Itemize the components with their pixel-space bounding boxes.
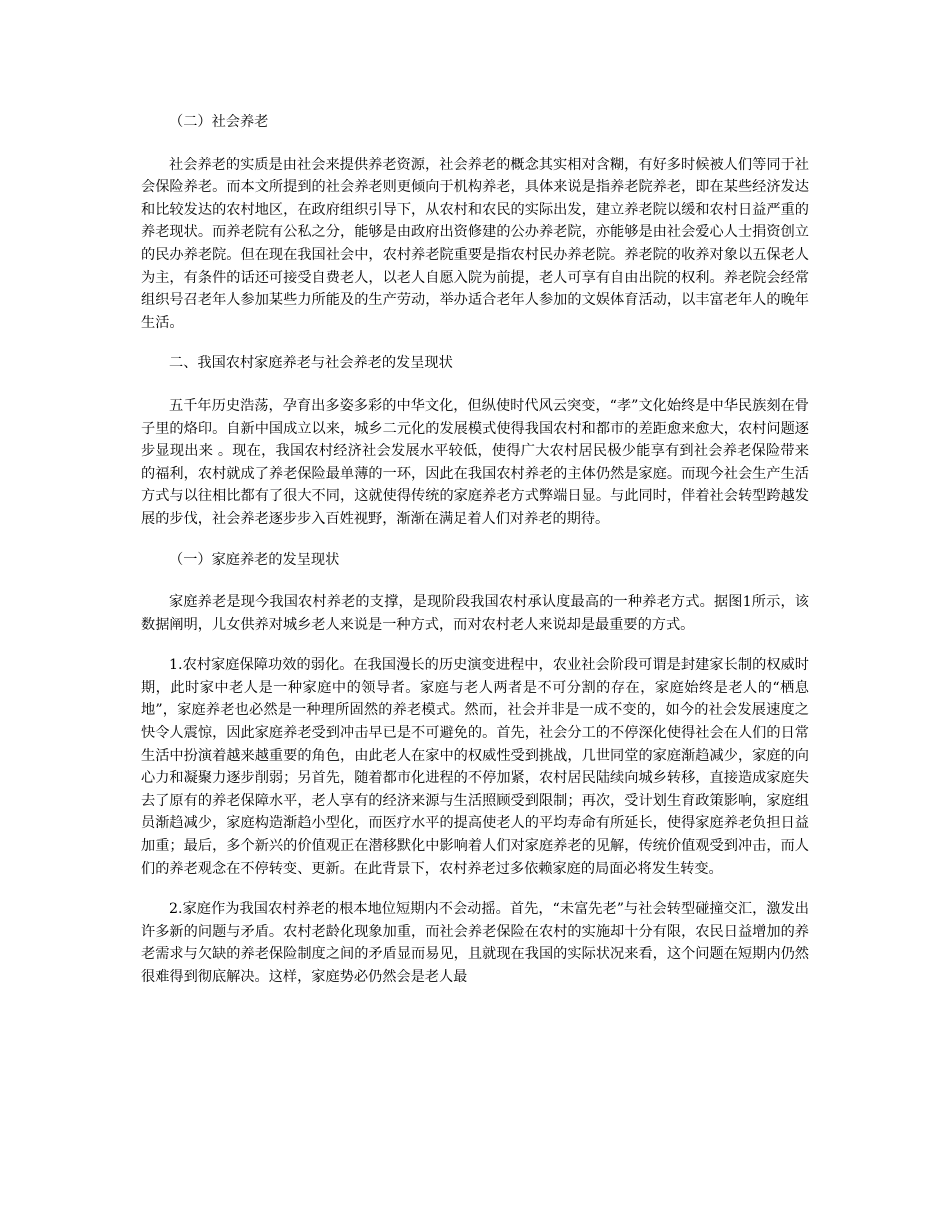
- paragraph-current-status: 五千年历史浩荡，孕育出多姿多彩的中华文化，但纵使时代风云突变，“孝”文化始终是中华民族刻在骨子里的烙印。自新中国成立以来，城乡二元化的发展模式使得我国农村和都市的差距愈来愈大，农村问题逐步显现出来 。现在，我国农村经济社会发展水平较低，使得广大农村居民极少能享有到社会养老保险带来的福利，农村就成了养老保险最单薄的一环，因此在我国农村养老的主体仍然是家庭。而现今社会生产生活方式与以往相比都有了很大不同，这就使得传统的家庭养老方式弊端日显。与此同时，伴着社会转型跨越发展的步伐，社会养老逐步步入百姓视野，渐渐在满足着人们对养老的期待。: [141, 397, 809, 527]
- section-heading-social-elderly-care: （二）社会养老: [169, 114, 269, 130]
- paragraph-family-elderly-care-intro: 家庭养老是现今我国农村养老的支撑，是现阶段我国农村承认度最高的一种养老方式。据图1所示，该数据阐明，儿女供养对城乡老人来说是一种方式，而对农村老人来说却是最重要的方式。: [141, 594, 809, 633]
- paragraph-point-2: 2.家庭作为我国农村养老的根本地位短期内不会动摇。首先，“未富先老”与社会转型碰撞交汇，激发出许多新的问题与矛盾。农村老龄化现象加重，而社会养老保险在农村的实施却十分有限，农民日益增加的养老需求与欠缺的养老保险制度之间的矛盾显而易见，且就现在我国的实际状况来看，这个问题在短期内仍然很难得到彻底解决。这样，家庭势必仍然会是老人最: [141, 901, 809, 985]
- section-heading-current-status: 二、我国农村家庭养老与社会养老的发呈现状: [169, 355, 453, 372]
- section-heading-family-elderly-care: （一）家庭养老的发呈现状: [169, 551, 340, 568]
- paragraph-social-elderly-care: 社会养老的实质是由社会来提供养老资源，社会养老的概念其实相对含糊，有好多时候被人们等同于社会保险养老。而本文所提到的社会养老则更倾向于机构养老，具体来说是指养老院养老，即在某些经济发达和比较发达的农村地区，在政府组织引导下，从农村和农民的实际出发，建立养老院以缓和农村日益严重的养老现状。而养老院有公私之分，能够是由政府出资修建的公办养老院，亦能够是由社会爱心人士捐资创立的民办养老院。但在现在我国社会中，农村养老院重要是指农村民办养老院。养老院的收养对象以五保老人为主，有条件的话还可接受自费老人，以老人自愿入院为前提，老人可享有自由出院的权利。养老院会经常组织号召老年人参加某些力所能及的生产劳动，举办适合老年人参加的文娱体育活动，以丰富老年人的晚年生活。: [141, 156, 809, 331]
- document-body: [141, 111, 809, 989]
- paragraph-point-1: 1.农村家庭保障功效的弱化。在我国漫长的历史演变进程中，农业社会阶段可谓是封建家长制的权威时期，此时家中老人是一种家庭中的领导者。家庭与老人两者是不可分割的存在，家庭始终是老人的“栖息地”，家庭养老也必然是一种理所固然的养老模式。然而，社会并非是一成不变的，如今的社会发展速度之快令人震惊，因此家庭养老受到冲击早已是不可避免的。首先，社会分工的不停深化使得社会在人们的日常生活中扮演着越来越重要的角色，由此老人在家中的权威性受到挑战，几世同堂的家庭渐趋减少，家庭的向心力和凝聚力逐步削弱；另首先，随着都市化进程的不停加紧，农村居民陆续向城乡转移，直接造成家庭失去了原有的养老保障水平，老人享有的经济来源与生活照顾受到限制；再次，受计划生育政策影响，家庭组员渐趋减少，家庭构造渐趋小型化，而医疗水平的提高使老人的平均寿命有所延长，使得家庭养老负担日益加重；最后，多个新兴的价值观正在潜移默化中影响着人们对家庭养老的见解，传统价值观受到冲击，而人们的养老观念在不停转变、更新。在此背景下，农村养老过多依赖家庭的局面必将发生转变。: [141, 657, 809, 877]
